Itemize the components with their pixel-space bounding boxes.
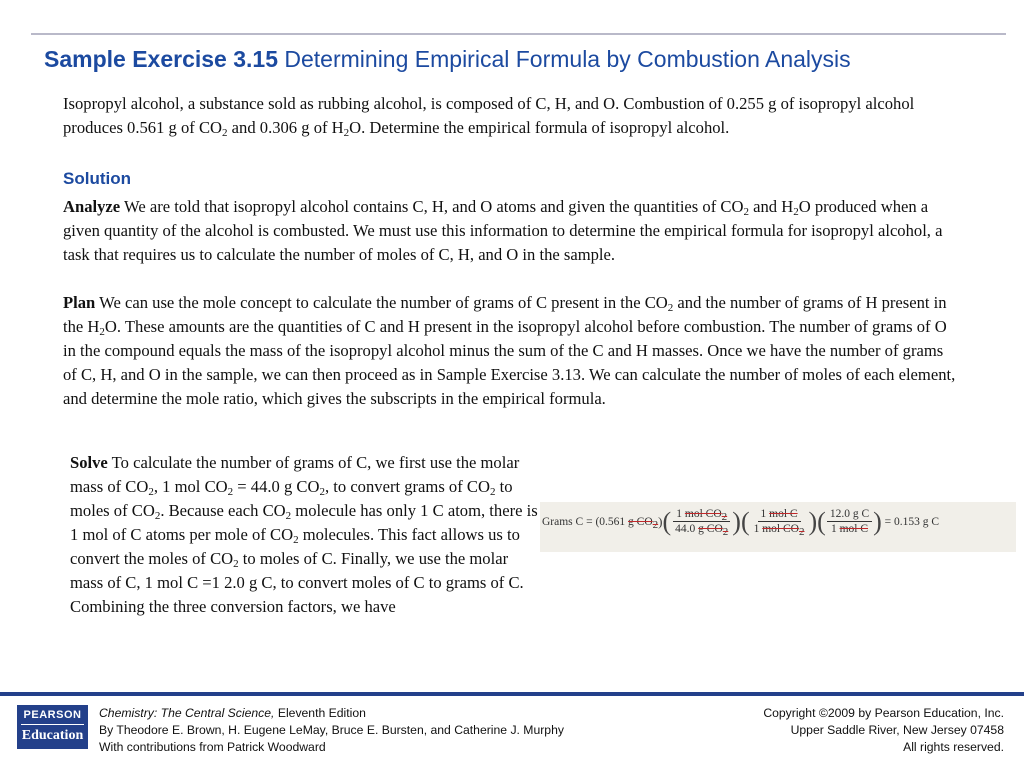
analyze-text: and H	[748, 197, 794, 216]
book-authors: By Theodore E. Brown, H. Eugene LeMay, Bruce E. Bursten, and Catherine J. Murphy	[99, 723, 564, 737]
fraction-numerator	[673, 508, 730, 522]
footer-divider	[0, 692, 1024, 696]
cancelled-unit: mol C	[769, 508, 798, 520]
cancelled-unit-text: mol CO	[684, 508, 722, 520]
solve-text: , to convert grams of CO	[324, 477, 490, 496]
book-title-line	[99, 705, 564, 722]
close-paren: )	[873, 506, 882, 536]
open-paren: (	[817, 506, 826, 536]
fraction-denominator	[672, 522, 731, 538]
open-paren: (	[740, 506, 750, 536]
denominator-value: 1	[830, 523, 837, 535]
pearson-logo	[17, 705, 88, 749]
solve-text: , 1 mol CO	[153, 477, 228, 496]
cancelled-unit-text: mol CO	[762, 523, 799, 535]
plan-text: We can use the mole concept to calculate the number of grams of C present in the CO	[95, 293, 668, 312]
fraction-co2-mass-to-moles	[672, 508, 731, 538]
problem-text: O. Determine the empirical formula of isopropyl alcohol.	[349, 118, 730, 137]
title-exercise-number: Sample Exercise 3.15	[44, 46, 278, 72]
solve-text: = 44.0 g CO	[233, 477, 320, 496]
logo-subtitle: Education	[21, 728, 84, 743]
logo-wordmark: PEARSON	[23, 709, 82, 721]
subscript: 2	[667, 302, 674, 314]
cancelled-unit	[762, 523, 805, 538]
subscript: 2	[798, 526, 805, 538]
publisher-address: Upper Saddle River, New Jersey 07458	[790, 723, 1004, 737]
analyze-label: Analyze	[63, 197, 121, 216]
fraction-denominator	[751, 522, 808, 538]
fraction-numerator	[758, 508, 801, 522]
cancelled-unit	[628, 515, 659, 531]
close-paren: )	[808, 506, 818, 536]
subscript: 2	[721, 511, 728, 523]
fraction-co2-moles-to-c-moles	[751, 508, 808, 538]
subscript: 2	[319, 486, 325, 498]
book-title: Chemistry: The Central Science,	[99, 706, 275, 720]
equation-lhs: Grams C = (0.561	[542, 515, 626, 528]
solve-text: to moles of C. Finally, we use the molar mass of C, 1 mol C =1 2.0 g C, to convert moles of C to grams of C. Combining the three conversion factors, we have	[70, 549, 524, 616]
book-edition: Eleventh Edition	[274, 706, 366, 720]
subscript: 2	[743, 206, 749, 218]
copyright-line: Copyright ©2009 by Pearson Education, Inc.	[763, 706, 1004, 720]
cancelled-unit-text: g CO	[698, 523, 723, 535]
numerator-value: 1	[760, 508, 767, 520]
subscript: 2	[793, 206, 799, 218]
subscript: 2	[652, 518, 659, 531]
denominator-value: 1	[753, 523, 760, 535]
title-topic: Determining Empirical Formula by Combustion Analysis	[284, 46, 851, 72]
plan-text: and the number of grams of H present in the H	[63, 293, 947, 336]
solve-text: molecules. This fact allows us to convert the moles of CO	[70, 525, 520, 568]
subscript: 2	[222, 127, 228, 139]
fraction-c-moles-to-grams	[827, 508, 872, 535]
close-paren: )	[732, 506, 741, 536]
cancelled-unit	[684, 508, 728, 523]
title-divider	[31, 33, 1006, 35]
subscript: 2	[227, 486, 234, 498]
subscript: 2	[293, 534, 299, 546]
subscript: 2	[154, 510, 161, 522]
solve-paragraph	[70, 451, 540, 619]
subscript: 2	[489, 486, 496, 498]
fraction-denominator	[828, 522, 871, 535]
logo-divider	[21, 724, 84, 725]
close-paren: )	[658, 513, 663, 529]
solve-label: Solve	[70, 453, 108, 472]
cancelled-unit-text: g CO	[628, 515, 653, 528]
subscript: 2	[285, 510, 292, 522]
solution-heading: Solution	[63, 169, 131, 188]
problem-statement	[63, 92, 943, 140]
subscript: 2	[343, 127, 350, 139]
problem-text: and 0.306 g of H	[227, 118, 344, 137]
denominator-value: 44.0	[675, 523, 696, 535]
copyright-notice	[763, 705, 1004, 756]
subscript: 2	[99, 326, 105, 338]
solve-text: . Because each CO	[160, 501, 286, 520]
solve-text: To calculate the number of grams of C, we first use the molar mass of CO	[70, 453, 520, 496]
problem-text: Isopropyl alcohol, a substance sold as rubbing alcohol, is composed of C, H, and O. Combustion of 0.255 g of isopropyl alcohol produces 0.561 g of CO	[63, 94, 915, 137]
solve-text: to moles of CO	[70, 477, 513, 520]
fraction-numerator: 12.0 g C	[827, 508, 872, 522]
rights-line: All rights reserved.	[903, 740, 1004, 754]
plan-label: Plan	[63, 293, 96, 312]
plan-paragraph	[63, 291, 958, 411]
book-contributions: With contributions from Patrick Woodward	[99, 740, 326, 754]
subscript: 2	[233, 558, 239, 570]
equation-result: = 0.153 g C	[884, 515, 940, 528]
solve-text: molecule has only 1 C atom, there is 1 mol of C atoms per mole of CO	[70, 501, 538, 544]
conversion-equation	[542, 506, 940, 538]
cancelled-unit	[698, 523, 729, 538]
analyze-paragraph	[63, 195, 943, 267]
analyze-text: O produced when a given quantity of the alcohol is combusted. We must use this information to determine the empirical formula for isopropyl alcohol, a task that requires us to calculate the number of moles of C, H, and O in the sample.	[63, 197, 943, 264]
page-title	[44, 46, 851, 73]
analyze-text: We are told that isopropyl alcohol contains C, H, and O atoms and given the quantities of CO	[120, 197, 744, 216]
cancelled-unit: mol C	[839, 523, 868, 535]
book-credits	[99, 705, 564, 756]
open-paren: (	[662, 506, 672, 536]
plan-text: O. These amounts are the quantities of C and H present in the isopropyl alcohol before combustion. The number of grams of O in the compound equals the mass of the isopropyl alcohol minus the sum of the C and H masses. Once we have the number of grams of C, H, and O in the sample, we can then proceed as in Sample Exercise 3.13. We can calculate the number of moles of each element, and determine the mole ratio, which gives the subscripts in the empirical formula.	[63, 317, 956, 408]
numerator-value: 1	[676, 508, 683, 520]
subscript: 2	[722, 526, 729, 538]
subscript: 2	[148, 486, 154, 498]
